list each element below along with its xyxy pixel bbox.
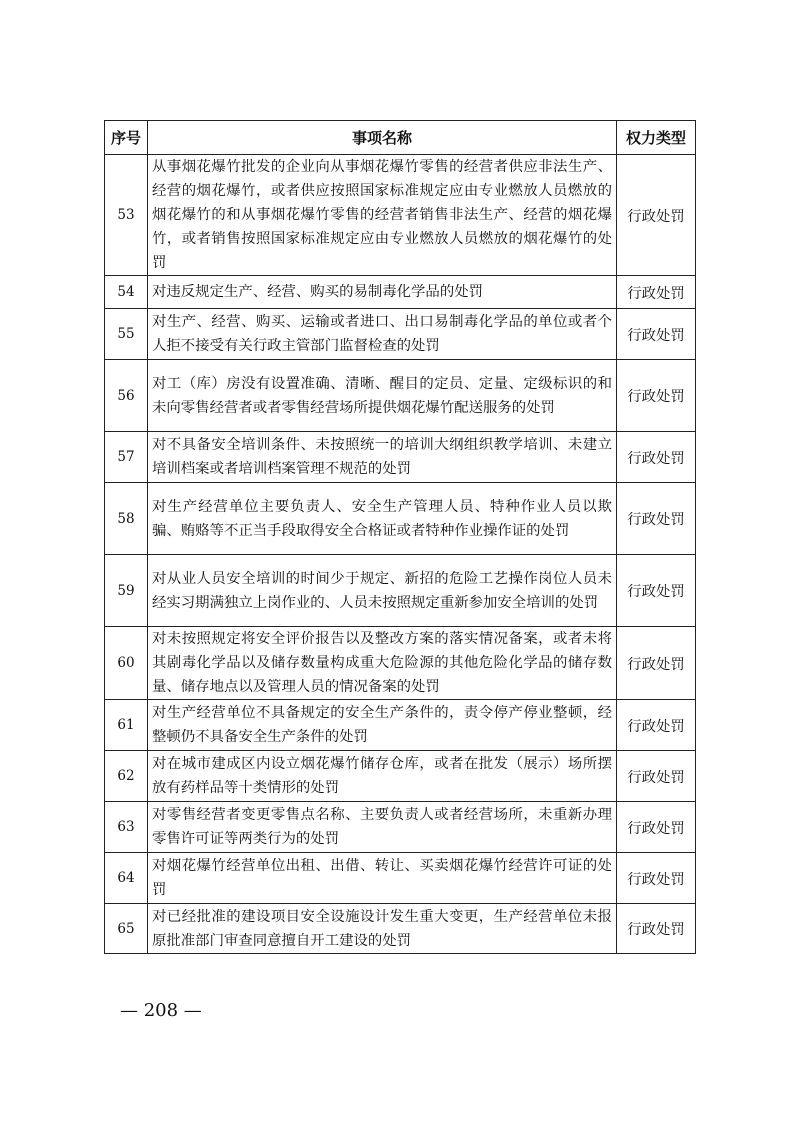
row-item-name: 对在城市建成区内设立烟花爆竹储存仓库，或者在批发（展示）场所摆放有药样品等十类情形的处罚 <box>148 751 617 802</box>
row-seq: 59 <box>105 555 148 627</box>
row-power-type: 行政处罚 <box>617 483 696 555</box>
table-row <box>105 432 696 483</box>
table-row <box>105 904 696 954</box>
table-row <box>105 360 696 432</box>
row-seq: 56 <box>105 360 148 432</box>
row-seq: 55 <box>105 309 148 360</box>
table-header-row <box>105 121 696 155</box>
row-power-type: 行政处罚 <box>617 309 696 360</box>
row-power-type: 行政处罚 <box>617 627 696 700</box>
row-item-name: 对违反规定生产、经营、购买的易制毒化学品的处罚 <box>148 276 617 309</box>
header-seq: 序号 <box>105 121 148 155</box>
table-row <box>105 155 696 276</box>
table-row <box>105 700 696 751</box>
row-power-type: 行政处罚 <box>617 555 696 627</box>
row-item-name: 对已经批准的建设项目安全设施设计发生重大变更，生产经营单位未报原批准部门审查同意擅自开工建设的处罚 <box>148 904 617 954</box>
row-item-name: 对工（库）房没有设置准确、清晰、醒目的定员、定量、定级标识的和未向零售经营者或者零售经营场所提供烟花爆竹配送服务的处罚 <box>148 360 617 432</box>
page-number: — 208 — <box>120 1000 202 1021</box>
row-item-name: 对生产、经营、购买、运输或者进口、出口易制毒化学品的单位或者个人拒不接受有关行政主管部门监督检查的处罚 <box>148 309 617 360</box>
row-seq: 54 <box>105 276 148 309</box>
table-row <box>105 802 696 853</box>
row-item-name: 对烟花爆竹经营单位出租、出借、转让、买卖烟花爆竹经营许可证的处罚 <box>148 853 617 904</box>
table-row <box>105 276 696 309</box>
row-seq: 63 <box>105 802 148 853</box>
row-seq: 64 <box>105 853 148 904</box>
row-power-type: 行政处罚 <box>617 802 696 853</box>
row-item-name: 对生产经营单位不具备规定的安全生产条件的，责令停产停业整顿，经整顿仍不具备安全生产条件的处罚 <box>148 700 617 751</box>
power-items-table <box>104 120 696 954</box>
row-seq: 60 <box>105 627 148 700</box>
row-seq: 65 <box>105 904 148 954</box>
table-row <box>105 751 696 802</box>
row-power-type: 行政处罚 <box>617 360 696 432</box>
row-power-type: 行政处罚 <box>617 276 696 309</box>
row-item-name: 对未按照规定将安全评价报告以及整改方案的落实情况备案，或者未将其剧毒化学品以及储存数量构成重大危险源的其他危险化学品的储存数量、储存地点以及管理人员的情况备案的处罚 <box>148 627 617 700</box>
table-body <box>105 155 696 954</box>
row-item-name: 对不具备安全培训条件、未按照统一的培训大纲组织教学培训、未建立培训档案或者培训档案管理不规范的处罚 <box>148 432 617 483</box>
row-item-name: 对生产经营单位主要负责人、安全生产管理人员、特种作业人员以欺骗、贿赂等不正当手段取得安全合格证或者特种作业操作证的处罚 <box>148 483 617 555</box>
row-item-name: 从事烟花爆竹批发的企业向从事烟花爆竹零售的经营者供应非法生产、经营的烟花爆竹，或者供应按照国家标准规定应由专业燃放人员燃放的烟花爆竹的和从事烟花爆竹零售的经营者销售非法生产、经营的烟花爆竹，或者销售按照国家标准规定应由专业燃放人员燃放的烟花爆竹的处罚 <box>148 155 617 276</box>
table-row <box>105 853 696 904</box>
row-item-name: 对从业人员安全培训的时间少于规定、新招的危险工艺操作岗位人员未经实习期满独立上岗作业的、人员未按照规定重新参加安全培训的处罚 <box>148 555 617 627</box>
header-type: 权力类型 <box>617 121 696 155</box>
row-power-type: 行政处罚 <box>617 751 696 802</box>
row-seq: 53 <box>105 155 148 276</box>
row-seq: 62 <box>105 751 148 802</box>
row-item-name: 对零售经营者变更零售点名称、主要负责人或者经营场所，未重新办理零售许可证等两类行为的处罚 <box>148 802 617 853</box>
row-power-type: 行政处罚 <box>617 853 696 904</box>
row-seq: 57 <box>105 432 148 483</box>
row-seq: 61 <box>105 700 148 751</box>
row-power-type: 行政处罚 <box>617 432 696 483</box>
table-row <box>105 555 696 627</box>
table-row <box>105 483 696 555</box>
header-name: 事项名称 <box>148 121 617 155</box>
row-power-type: 行政处罚 <box>617 904 696 954</box>
row-power-type: 行政处罚 <box>617 155 696 276</box>
table-row <box>105 627 696 700</box>
table-row <box>105 309 696 360</box>
row-power-type: 行政处罚 <box>617 700 696 751</box>
row-seq: 58 <box>105 483 148 555</box>
